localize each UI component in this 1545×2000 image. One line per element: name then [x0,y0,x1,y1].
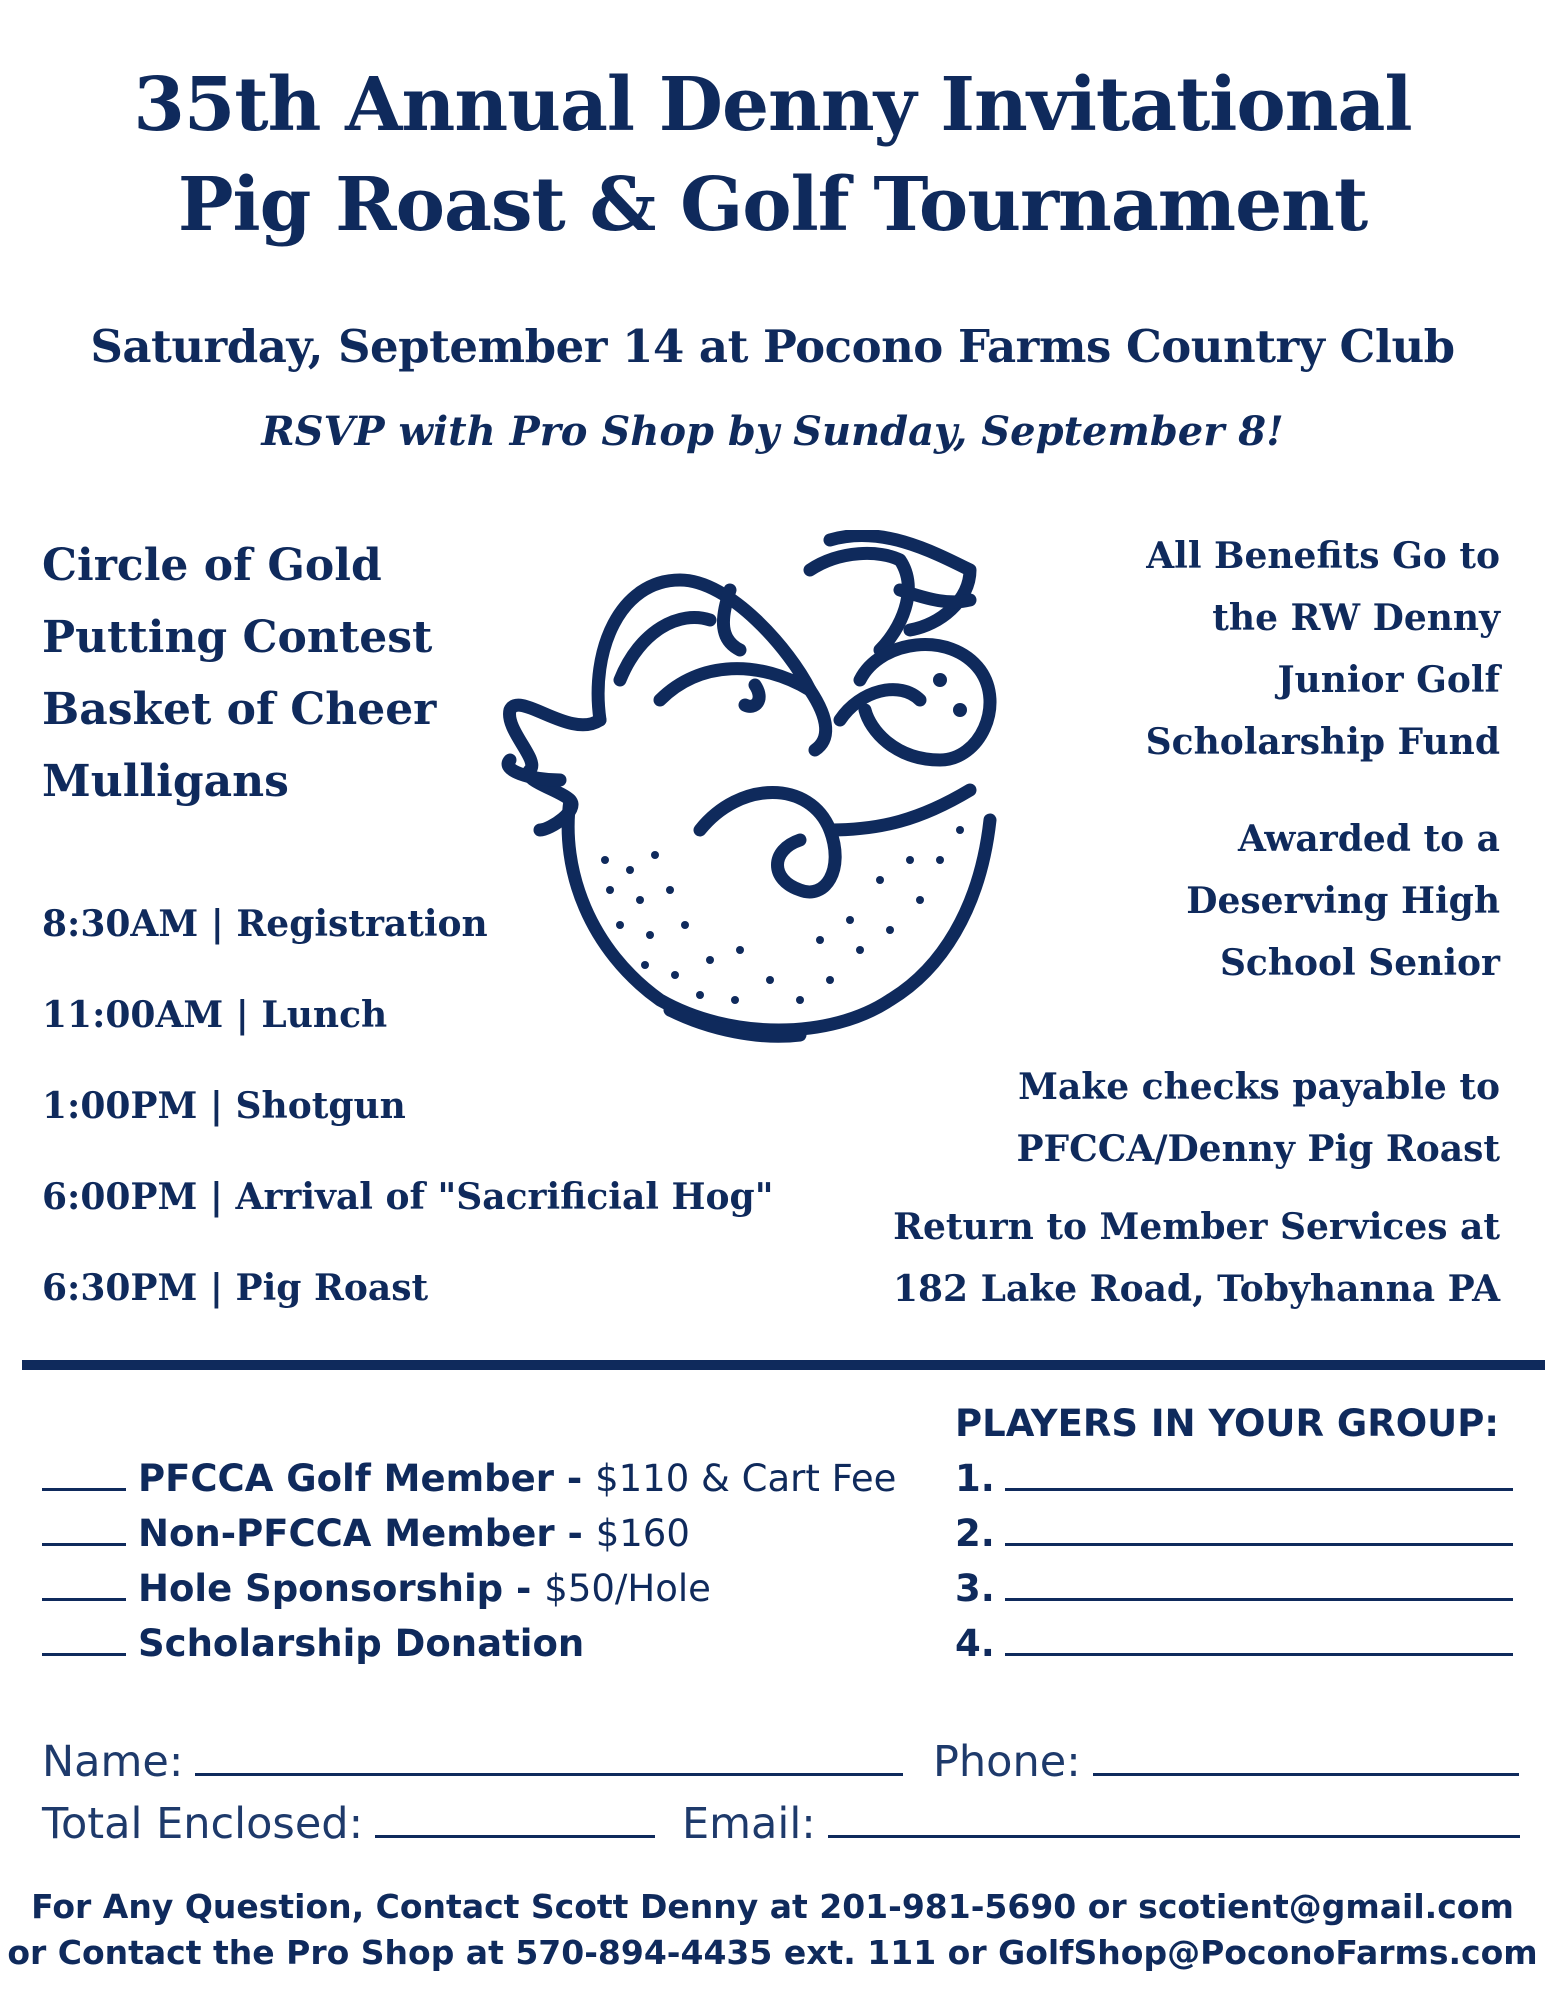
email-label: Email: [682,1799,816,1849]
registration-option[interactable] [42,1616,584,1671]
feature-item: Circle of Gold [42,540,382,591]
checks-line: Make checks payable to [1018,1066,1500,1108]
email-field[interactable] [828,1799,1520,1838]
registration-option[interactable] [42,1451,896,1506]
return-line: Return to Member Services at [893,1206,1500,1248]
feature-item: Putting Contest [42,612,433,663]
title-line-2: Pig Roast & Golf Tournament [177,162,1368,248]
phone-field[interactable] [1093,1737,1519,1776]
date-location: Saturday, September 14 at Pocono Farms Country Club [90,320,1455,373]
player-number: 3. [955,1567,995,1610]
benefits-line: Scholarship Fund [1145,721,1500,763]
pig-head-icon [500,530,1040,1060]
feature-item: Basket of Cheer [42,684,437,735]
benefits-line: All Benefits Go to [1146,535,1500,577]
checkbox-blank[interactable] [42,1513,126,1546]
player-number: 2. [955,1512,995,1555]
title-line-1: 35th Annual Denny Invitational [133,62,1412,148]
player-name-field[interactable] [1005,1623,1513,1656]
option-price: $160 [595,1512,690,1555]
option-label: Non-PFCCA Member - [138,1512,596,1555]
schedule-item: 11:00AM | Lunch [42,994,388,1036]
return-line: 182 Lake Road, Tobyhanna PA [892,1268,1500,1310]
player-name-field[interactable] [1005,1458,1513,1491]
rsvp-deadline: RSVP with Pro Shop by Sunday, September 8! [261,408,1284,455]
checkbox-blank[interactable] [42,1623,126,1656]
total-label: Total Enclosed: [42,1799,364,1849]
checks-line: PFCCA/Denny Pig Roast [1016,1128,1500,1170]
contact-line-1: For Any Question, Contact Scott Denny at 201-981-5690 or scotient@gmail.com [31,1887,1514,1926]
option-price: $110 & Cart Fee [595,1457,897,1500]
schedule-item: 6:30PM | Pig Roast [42,1267,429,1309]
player-number: 4. [955,1622,995,1665]
registration-option[interactable] [42,1506,690,1561]
checkbox-blank[interactable] [42,1458,126,1491]
option-label: Scholarship Donation [138,1622,585,1665]
name-label: Name: [42,1737,184,1787]
player-line[interactable] [955,1451,1513,1506]
award-line: Awarded to a [1237,818,1500,860]
feature-item: Mulligans [42,756,289,807]
player-line[interactable] [955,1616,1513,1671]
checkbox-blank[interactable] [42,1568,126,1601]
phone-label: Phone: [933,1737,1081,1787]
player-line[interactable] [955,1506,1513,1561]
email-field-row[interactable] [682,1797,1520,1852]
name-field[interactable] [195,1737,903,1776]
option-label: Hole Sponsorship - [138,1567,545,1610]
name-field-row[interactable] [42,1735,903,1790]
schedule-item: 1:00PM | Shotgun [42,1085,406,1127]
player-line[interactable] [955,1561,1513,1616]
player-name-field[interactable] [1005,1568,1513,1601]
players-heading: PLAYERS IN YOUR GROUP: [955,1402,1500,1445]
total-field[interactable] [375,1799,655,1838]
benefits-line: the RW Denny [1212,597,1500,639]
phone-field-row[interactable] [933,1735,1519,1790]
benefits-line: Junior Golf [1277,659,1500,701]
award-line: School Senior [1219,942,1500,984]
schedule-item: 8:30AM | Registration [42,903,488,945]
option-price: $50/Hole [544,1567,711,1610]
player-name-field[interactable] [1005,1513,1513,1546]
schedule-item: 6:00PM | Arrival of "Sacrificial Hog" [42,1176,774,1218]
option-label: PFCCA Golf Member - [138,1457,596,1500]
contact-line-2: or Contact the Pro Shop at 570-894-4435 ext. 111 or GolfShop@PoconoFarms.com [7,1933,1538,1972]
registration-option[interactable] [42,1561,711,1616]
player-number: 1. [955,1457,995,1500]
section-divider [22,1360,1545,1370]
award-line: Deserving High [1186,880,1500,922]
total-field-row[interactable] [42,1797,655,1852]
